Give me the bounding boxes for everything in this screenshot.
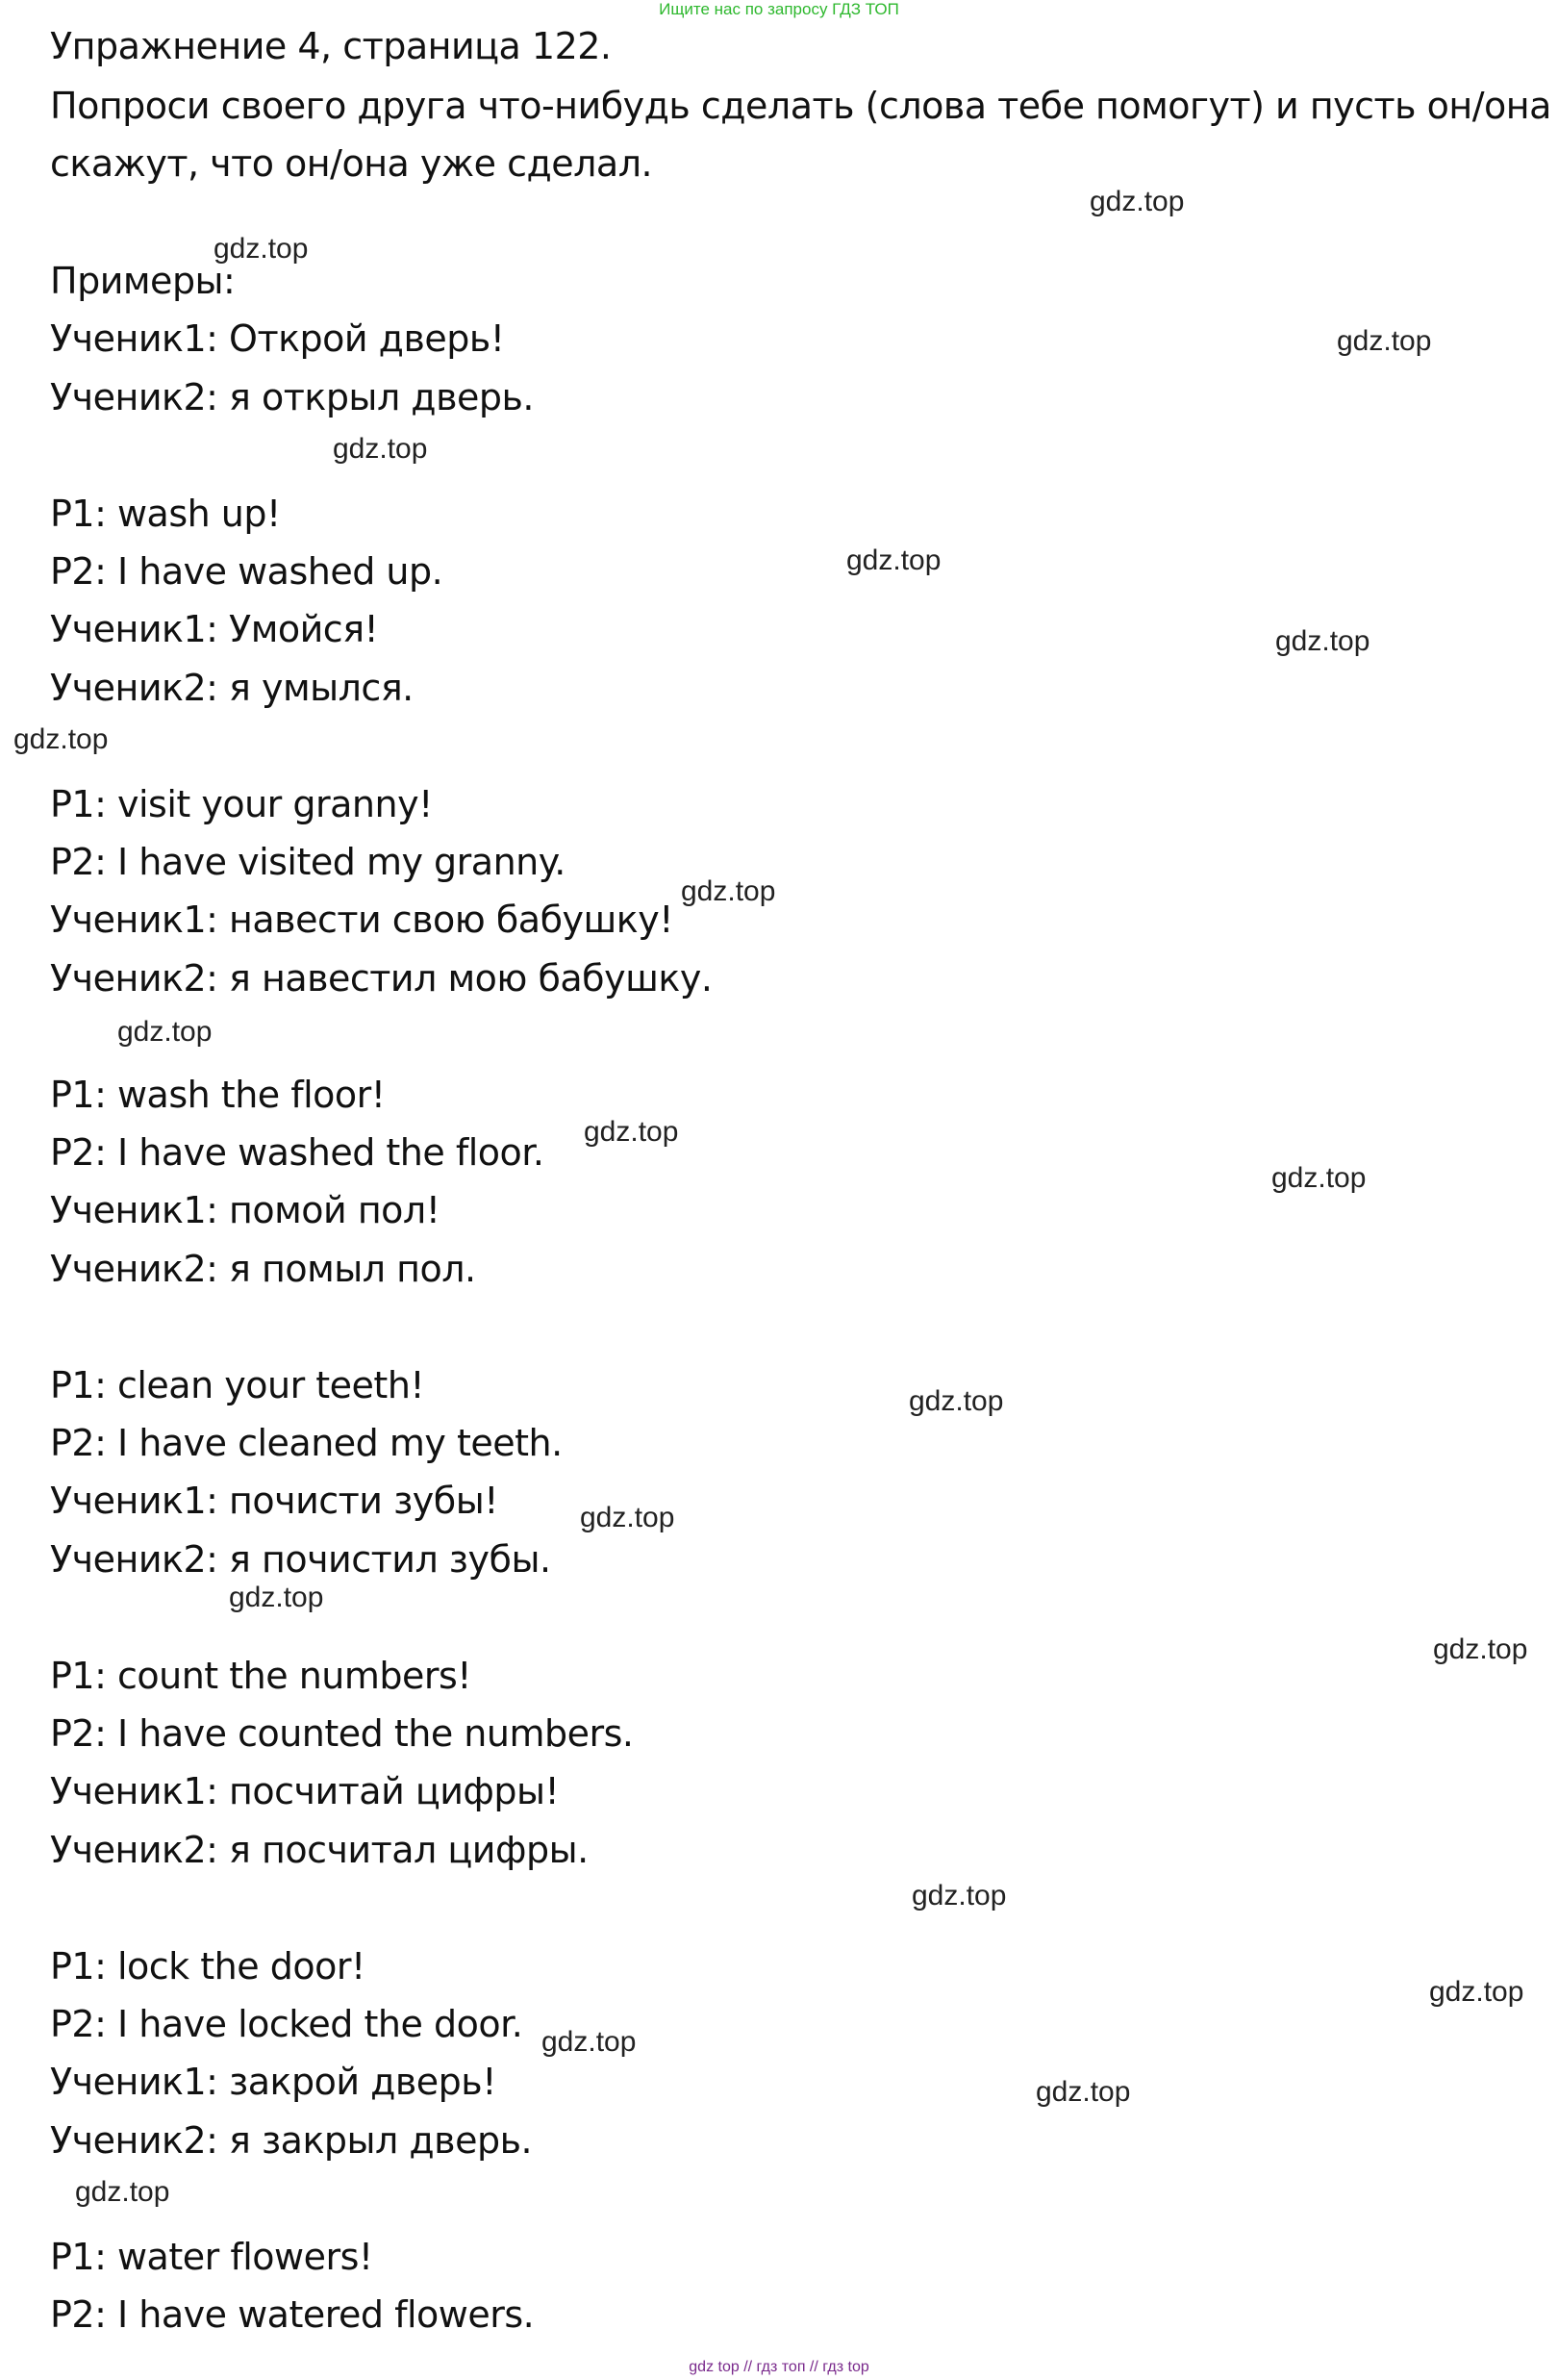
dialogue-3-p2: P2: I have washed the floor. (50, 1131, 544, 1174)
dialogue-7-p1: P1: water flowers! (50, 2236, 373, 2278)
task-text-line-2: скажут, что он/она уже сделал. (50, 142, 653, 185)
watermark: gdz.top (580, 1502, 675, 1533)
watermark: gdz.top (117, 1016, 213, 1048)
dialogue-5-p1: P1: count the numbers! (50, 1655, 472, 1697)
watermark: gdz.top (75, 2176, 170, 2208)
watermark: gdz.top (681, 875, 776, 907)
dialogue-5-ru1: Ученик1: посчитай цифры! (50, 1770, 560, 1812)
example-line-1: Ученик1: Открой дверь! (50, 317, 505, 360)
dialogue-3-p1: P1: wash the floor! (50, 1074, 386, 1116)
watermark: gdz.top (1429, 1976, 1524, 2008)
watermark: gdz.top (912, 1880, 1007, 1912)
dialogue-2-p1: P1: visit your granny! (50, 783, 433, 825)
dialogue-4-ru2: Ученик2: я почистил зубы. (50, 1538, 551, 1581)
watermark: gdz.top (13, 723, 109, 755)
top-search-note: Ищите нас по запросу ГДЗ ТОП (659, 0, 899, 18)
watermark: gdz.top (584, 1116, 679, 1148)
dialogue-4-p2: P2: I have cleaned my teeth. (50, 1422, 563, 1464)
dialogue-6-p1: P1: lock the door! (50, 1945, 365, 1988)
dialogue-6-ru1: Ученик1: закрой дверь! (50, 2061, 496, 2103)
watermark: gdz.top (541, 2026, 637, 2058)
dialogue-5-p2: P2: I have counted the numbers. (50, 1712, 634, 1755)
watermark: gdz.top (909, 1385, 1004, 1417)
watermark: gdz.top (1271, 1162, 1367, 1194)
dialogue-2-p2: P2: I have visited my granny. (50, 841, 565, 883)
dialogue-1-p2: P2: I have washed up. (50, 550, 443, 593)
examples-label: Примеры: (50, 260, 236, 302)
dialogue-4-ru1: Ученик1: почисти зубы! (50, 1480, 498, 1522)
dialogue-1-p1: P1: wash up! (50, 493, 281, 535)
dialogue-7-p2: P2: I have watered flowers. (50, 2293, 535, 2336)
dialogue-2-ru2: Ученик2: я навестил мою бабушку. (50, 957, 713, 1000)
dialogue-2-ru1: Ученик1: навести свою бабушку! (50, 899, 673, 941)
watermark: gdz.top (229, 1582, 324, 1613)
example-line-2: Ученик2: я открыл дверь. (50, 376, 534, 418)
dialogue-4-p1: P1: clean your teeth! (50, 1364, 425, 1406)
watermark: gdz.top (1275, 625, 1370, 657)
exercise-title: Упражнение 4, страница 122. (50, 25, 612, 67)
watermark: gdz.top (846, 544, 942, 576)
task-text-line-1: Попроси своего друга что-нибудь сделать (слова тебе помогут) и пусть он/она (50, 85, 1551, 127)
dialogue-6-p2: P2: I have locked the door. (50, 2003, 523, 2045)
dialogue-1-ru2: Ученик2: я умылся. (50, 667, 414, 709)
watermark: gdz.top (1090, 186, 1185, 217)
watermark: gdz.top (333, 433, 428, 465)
watermark: gdz.top (1433, 1633, 1528, 1665)
dialogue-3-ru1: Ученик1: помой пол! (50, 1189, 440, 1231)
watermark: gdz.top (1036, 2076, 1131, 2108)
watermark: gdz.top (1337, 325, 1432, 357)
dialogue-1-ru1: Ученик1: Умойся! (50, 608, 379, 650)
dialogue-5-ru2: Ученик2: я посчитал цифры. (50, 1829, 589, 1871)
dialogue-3-ru2: Ученик2: я помыл пол. (50, 1248, 476, 1290)
watermark: gdz.top (214, 233, 309, 265)
dialogue-6-ru2: Ученик2: я закрыл дверь. (50, 2119, 533, 2162)
footer-watermark: gdz top // гдз топ // гдз top (689, 2359, 869, 2375)
